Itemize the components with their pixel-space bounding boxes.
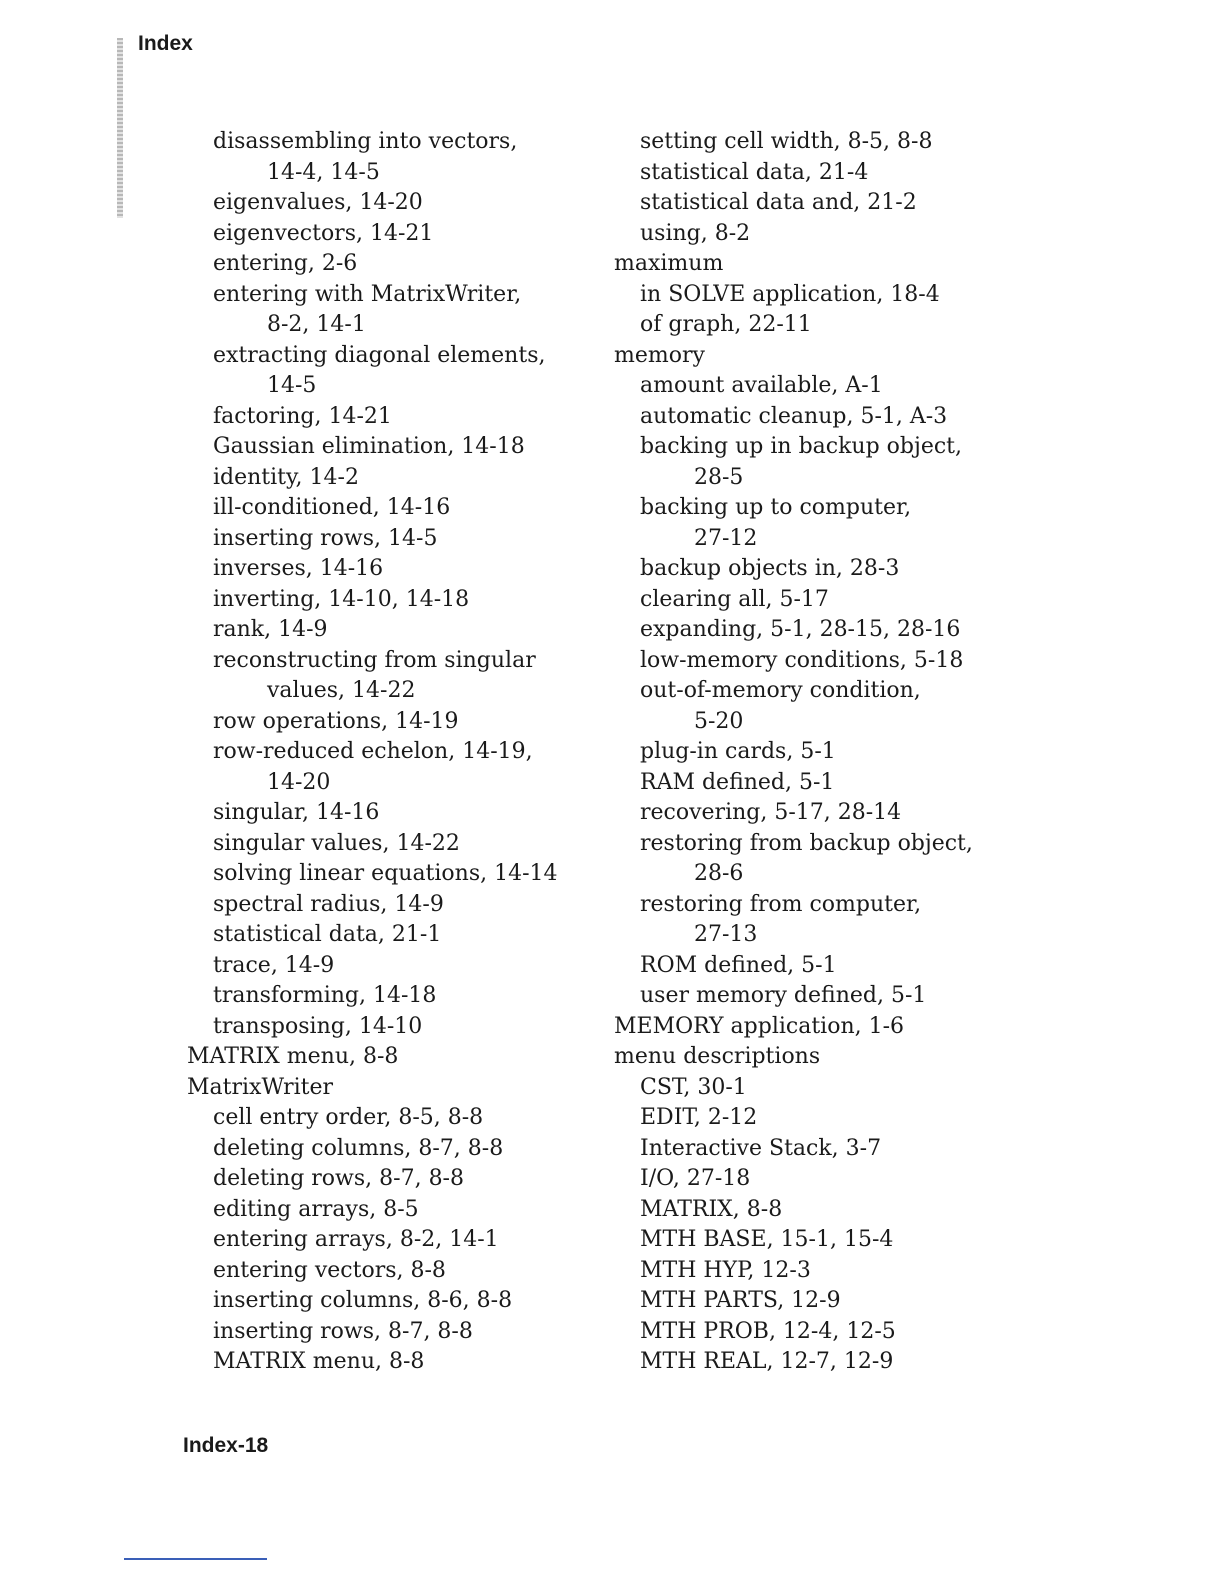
index-entry: row operations, 14-19 <box>213 708 459 734</box>
index-entry: 27-12 <box>694 525 758 551</box>
index-entry: inverting, 14-10, 14-18 <box>213 586 470 612</box>
index-entry: inverses, 14-16 <box>213 556 384 581</box>
index-entry: I/O, 27-18 <box>640 1166 751 1191</box>
index-entry: reconstructing from singular <box>213 647 536 673</box>
index-entry: editing arrays, 8-5 <box>213 1196 419 1222</box>
index-entry: clearing all, 5-17 <box>640 586 829 612</box>
index-entry: cell entry order, 8-5, 8-8 <box>213 1105 484 1130</box>
index-entry: EDIT, 2-12 <box>640 1105 758 1130</box>
index-entry: extracting diagonal elements, <box>213 342 546 368</box>
index-entry: 5-20 <box>694 708 744 734</box>
index-entry: MATRIX menu, 8-8 <box>187 1044 399 1069</box>
index-entry: entering with MatrixWriter, <box>213 281 522 307</box>
index-entry: backing up to computer, <box>640 495 912 520</box>
index-entry: setting cell width, 8-5, 8-8 <box>640 129 933 154</box>
index-entry: memory <box>614 342 705 368</box>
index-entry: identity, 14-2 <box>213 464 359 490</box>
index-entry: disassembling into vectors, <box>213 129 518 154</box>
index-entry: inserting rows, 8-7, 8-8 <box>213 1318 473 1344</box>
index-entry: ill-conditioned, 14-16 <box>213 495 451 520</box>
index-column-left <box>187 127 587 1378</box>
index-entry: user memory defined, 5-1 <box>640 983 927 1008</box>
margin-thumb-tab <box>117 38 123 218</box>
index-entry: singular, 14-16 <box>213 800 380 825</box>
index-entry: 8-2, 14-1 <box>267 312 366 337</box>
index-entry: eigenvectors, 14-21 <box>213 220 434 246</box>
index-entry: MTH PROB, 12-4, 12-5 <box>640 1318 896 1344</box>
index-entry: in SOLVE application, 18-4 <box>640 281 940 307</box>
index-entry: 28-5 <box>694 464 744 490</box>
index-entry: entering, 2-6 <box>213 251 358 276</box>
index-entry: MTH HYP, 12-3 <box>640 1257 811 1283</box>
bottom-rule <box>124 1558 267 1560</box>
index-entry: MTH REAL, 12-7, 12-9 <box>640 1349 894 1374</box>
index-entry: restoring from backup object, <box>640 830 973 856</box>
index-entry: 14-4, 14-5 <box>267 159 380 185</box>
index-entry: statistical data, 21-4 <box>640 159 869 185</box>
index-entry: values, 14-22 <box>267 678 416 703</box>
index-entry: factoring, 14-21 <box>213 403 392 429</box>
index-entry: MatrixWriter <box>187 1074 333 1100</box>
index-entry: plug-in cards, 5-1 <box>640 739 836 764</box>
index-entry: restoring from computer, <box>640 891 922 917</box>
index-entry: trace, 14-9 <box>213 952 335 978</box>
index-entry: spectral radius, 14-9 <box>213 891 444 917</box>
index-entry: row-reduced echelon, 14-19, <box>213 739 533 764</box>
index-entry: 14-20 <box>267 769 331 795</box>
index-entry: MATRIX, 8-8 <box>640 1196 783 1222</box>
index-entry: maximum <box>614 251 724 276</box>
index-entry: expanding, 5-1, 28-15, 28-16 <box>640 617 961 642</box>
index-entry: MATRIX menu, 8-8 <box>213 1349 425 1374</box>
index-entry: automatic cleanup, 5-1, A-3 <box>640 403 948 429</box>
index-entry: solving linear equations, 14-14 <box>213 861 558 886</box>
index-entry: inserting columns, 8-6, 8-8 <box>213 1288 513 1313</box>
index-entry: rank, 14-9 <box>213 617 328 642</box>
page-number: Index-18 <box>183 1434 269 1457</box>
index-entry: entering arrays, 8-2, 14-1 <box>213 1227 499 1252</box>
index-column-right <box>614 127 1034 1378</box>
index-entry: deleting columns, 8-7, 8-8 <box>213 1135 504 1161</box>
index-entry: low-memory conditions, 5-18 <box>640 647 964 673</box>
index-entry: MEMORY application, 1-6 <box>614 1013 905 1039</box>
index-entry: inserting rows, 14-5 <box>213 525 438 551</box>
index-entry: using, 8-2 <box>640 220 751 246</box>
index-entry: eigenvalues, 14-20 <box>213 190 423 215</box>
index-entry: amount available, A-1 <box>640 373 883 398</box>
index-entry: Gaussian elimination, 14-18 <box>213 434 525 459</box>
index-entry: CST, 30-1 <box>640 1074 747 1100</box>
index-entry: 14-5 <box>267 373 317 398</box>
index-entry: transposing, 14-10 <box>213 1013 423 1039</box>
page-header: Index <box>138 32 193 55</box>
index-entry: backup objects in, 28-3 <box>640 556 900 581</box>
index-entry: Interactive Stack, 3-7 <box>640 1135 882 1161</box>
index-entry: MTH BASE, 15-1, 15-4 <box>640 1227 894 1252</box>
index-entry: out-of-memory condition, <box>640 678 921 703</box>
index-entry: 27-13 <box>694 922 758 947</box>
index-entry: recovering, 5-17, 28-14 <box>640 800 902 825</box>
index-entry: MTH PARTS, 12-9 <box>640 1288 841 1313</box>
index-entry: deleting rows, 8-7, 8-8 <box>213 1166 464 1191</box>
index-entry: entering vectors, 8-8 <box>213 1257 446 1283</box>
index-entry: singular values, 14-22 <box>213 830 460 856</box>
index-entry: RAM defined, 5-1 <box>640 769 835 795</box>
index-entry: of graph, 22-11 <box>640 312 812 337</box>
index-entry: backing up in backup object, <box>640 434 962 459</box>
index-entry: ROM defined, 5-1 <box>640 952 837 978</box>
index-entry: statistical data, 21-1 <box>213 922 442 947</box>
index-entry: transforming, 14-18 <box>213 983 437 1008</box>
index-entry: menu descriptions <box>614 1044 821 1069</box>
index-entry: statistical data and, 21-2 <box>640 190 917 215</box>
index-entry: 28-6 <box>694 861 744 886</box>
